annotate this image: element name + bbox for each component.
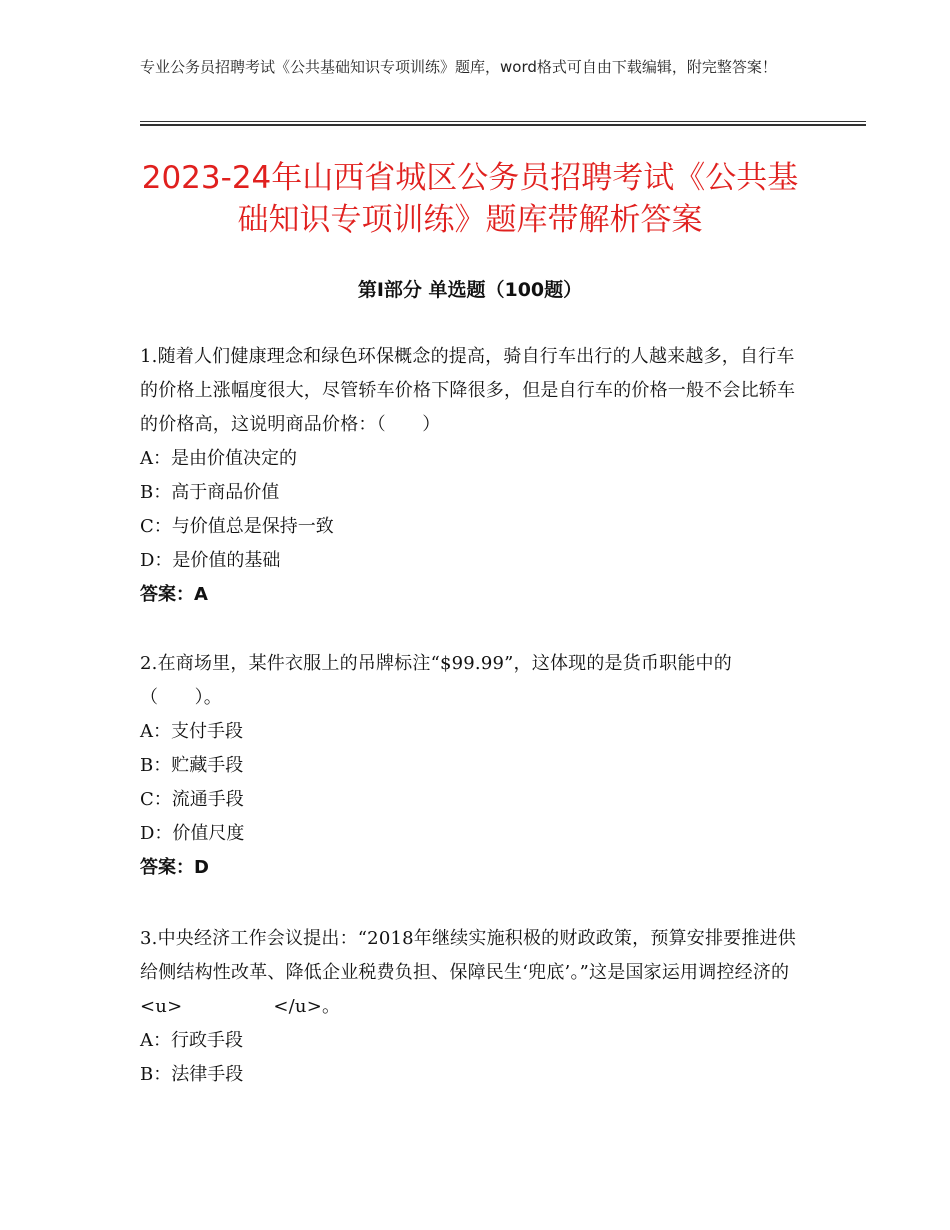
- header-divider-thick: [140, 124, 866, 126]
- option-a: A：是由价值决定的: [140, 448, 297, 469]
- question-1: [140, 340, 800, 612]
- section-heading: 第Ⅰ部分 单选题（100题）: [357, 279, 583, 301]
- option-a: A：支付手段: [140, 721, 243, 742]
- document-title: 2023-24年山西省城区公务员招聘考试《公共基础知识专项训练》题库带解析答案: [141, 160, 799, 238]
- question-2: [140, 647, 800, 885]
- question-stem: 2.在商场里，某件衣服上的吊牌标注“$99.99”，这体现的是货币职能中的（ ）。: [140, 653, 732, 708]
- option-a: A：行政手段: [140, 1030, 243, 1051]
- question-stem: 1.随着人们健康理念和绿色环保概念的提高，骑自行车出行的人越来越多，自行车的价格上涨幅度很大，尽管轿车价格下降很多，但是自行车的价格一般不会比轿车的价格高，这说明商品价格：（ ）: [140, 346, 796, 435]
- option-b: B：高于商品价值: [140, 482, 280, 503]
- option-d: D：价值尺度: [140, 823, 245, 844]
- header-note: 专业公务员招聘考试《公共基础知识专项训练》题库，word格式可自由下载编辑，附完整答案！: [140, 58, 777, 76]
- question-stem: 3.中央经济工作会议提出：“2018年继续实施积极的财政政策，预算安排要推进供给侧结构性改革、降低企业税费负担、保障民生‘兜底’。”这是国家运用调控经济的<u> </u>。: [140, 928, 796, 1017]
- answer-line: 答案：D: [140, 857, 209, 878]
- header-divider-thin: [140, 121, 866, 122]
- option-b: B：法律手段: [140, 1064, 244, 1085]
- option-c: C：流通手段: [140, 789, 244, 810]
- option-c: C：与价值总是保持一致: [140, 516, 334, 537]
- option-b: B：贮藏手段: [140, 755, 244, 776]
- question-3: [140, 922, 800, 1092]
- answer-line: 答案：A: [140, 584, 208, 605]
- option-d: D：是价值的基础: [140, 550, 281, 571]
